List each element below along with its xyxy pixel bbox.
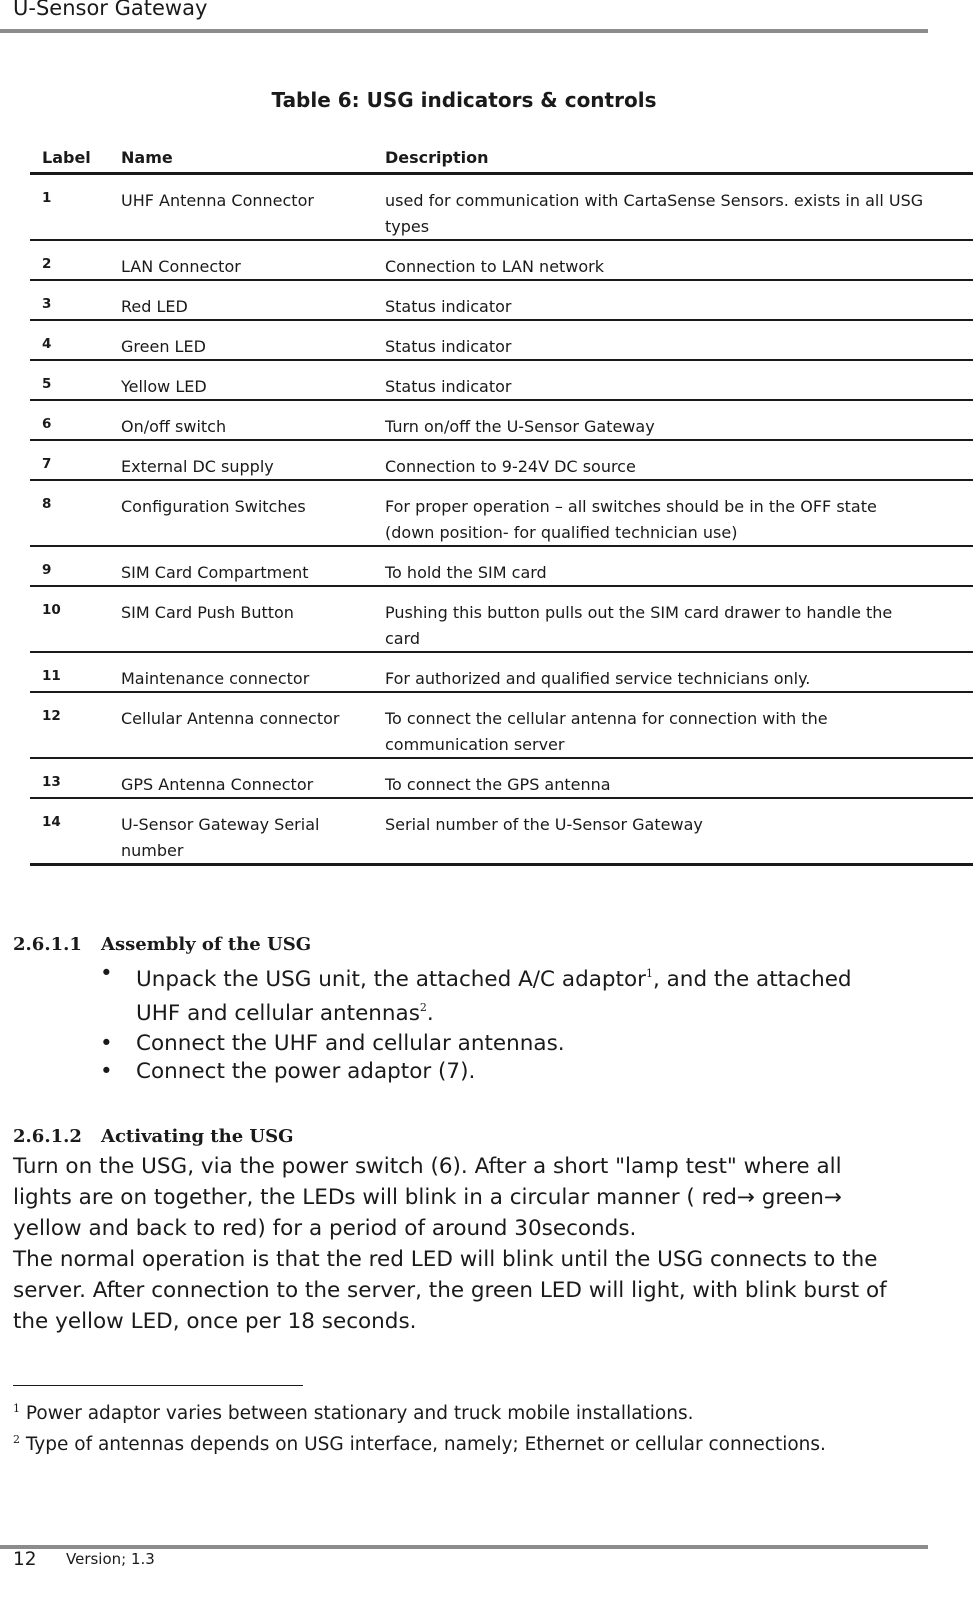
footer-rule	[0, 1545, 928, 1549]
row-name: Yellow LED	[121, 377, 207, 396]
row-description: For authorized and qualified service technicians only.	[385, 669, 811, 688]
row-label: 14	[42, 814, 61, 830]
row-name: External DC supply	[121, 457, 274, 476]
table-row	[30, 401, 973, 441]
footnote-ref: 2	[419, 1001, 427, 1014]
row-label: 2	[42, 256, 52, 272]
row-description: Status indicator	[385, 377, 512, 396]
row-name: U-Sensor Gateway Serial number	[121, 815, 320, 860]
column-header-description: Description	[385, 148, 489, 167]
header-rule	[0, 29, 928, 33]
row-name: GPS Antenna Connector	[121, 775, 314, 794]
list-item	[100, 960, 860, 1028]
page-number: 12	[13, 1549, 37, 1570]
list-item-text: Connect the power adaptor (7).	[136, 1059, 476, 1084]
row-name: Green LED	[121, 337, 206, 356]
section-heading-activating	[13, 1126, 293, 1147]
section-title: Activating the USG	[101, 1126, 294, 1147]
row-description: To connect the cellular antenna for connection with the communication server	[385, 709, 828, 754]
footnote-separator	[13, 1385, 303, 1386]
column-header-label: Label	[42, 148, 91, 167]
row-description: Connection to LAN network	[385, 257, 605, 276]
section-number: 2.6.1.2	[13, 1126, 82, 1147]
assembly-steps-list	[100, 960, 860, 1086]
row-label: 6	[42, 416, 52, 432]
indicators-table	[30, 138, 973, 866]
row-description: Pushing this button pulls out the SIM card drawer to handle the card	[385, 603, 893, 648]
list-item-text: Connect the UHF and cellular antennas.	[136, 1031, 565, 1056]
row-description: Status indicator	[385, 337, 512, 356]
row-description: Turn on/off the U-Sensor Gateway	[385, 417, 655, 436]
row-name: Configuration Switches	[121, 497, 306, 516]
column-header-name: Name	[121, 148, 173, 167]
table-row	[30, 653, 973, 693]
footnote-text: Power adaptor varies between stationary and truck mobile installations.	[25, 1403, 694, 1424]
row-description: used for communication with CartaSense Sensors. exists in all USG types	[385, 191, 924, 236]
footnote-mark: 1	[13, 1402, 20, 1415]
table-row	[30, 547, 973, 587]
row-name: Maintenance connector	[121, 669, 310, 688]
row-label: 8	[42, 496, 52, 512]
row-name: On/off switch	[121, 417, 227, 436]
table-row	[30, 481, 973, 547]
list-item-text: Unpack the USG unit, the attached A/C adaptor	[136, 967, 646, 992]
activating-paragraph-2: The normal operation is that the red LED will blink until the USG connects to the server. After connection to the server, the green LED will light, with blink burst of the yellow LED, once per 18 seconds.	[13, 1247, 887, 1334]
document-header-title: U-Sensor Gateway	[13, 0, 208, 20]
row-label: 5	[42, 376, 52, 392]
section-title: Assembly of the USG	[101, 934, 312, 955]
table-row	[30, 693, 973, 759]
table-row	[30, 175, 973, 241]
version-label: Version; 1.3	[66, 1550, 155, 1568]
row-name: UHF Antenna Connector	[121, 191, 314, 210]
list-item	[100, 1058, 860, 1086]
row-name: SIM Card Compartment	[121, 563, 309, 582]
table-row	[30, 441, 973, 481]
footnote	[13, 1427, 913, 1457]
table-row	[30, 759, 973, 799]
row-description: To hold the SIM card	[385, 563, 547, 582]
table-row	[30, 281, 973, 321]
list-item-text: , and the attached UHF and cellular antennas	[136, 967, 852, 1026]
row-label: 3	[42, 296, 52, 312]
row-description: Status indicator	[385, 297, 512, 316]
footnote-ref: 1	[645, 967, 653, 980]
row-name: LAN Connector	[121, 257, 241, 276]
row-label: 12	[42, 708, 61, 724]
list-item-text: .	[426, 1001, 434, 1026]
row-description: Serial number of the U-Sensor Gateway	[385, 815, 703, 834]
row-label: 13	[42, 774, 61, 790]
table-row	[30, 587, 973, 653]
activating-paragraph-1: Turn on the USG, via the power switch (6). After a short "lamp test" where all lights are on together, the LEDs will blink in a circular manner ( red→ green→ yellow and back to red) for a period of around 30seconds.	[13, 1154, 842, 1241]
footnote-mark: 2	[13, 1433, 20, 1446]
footnote-text: Type of antennas depends on USG interface, namely; Ethernet or cellular connections.	[25, 1434, 826, 1455]
table-row	[30, 321, 973, 361]
row-description: Connection to 9-24V DC source	[385, 457, 636, 476]
row-description: To connect the GPS antenna	[385, 775, 611, 794]
table-header-row	[30, 138, 973, 172]
table-caption: Table 6: USG indicators & controls	[271, 88, 657, 112]
row-label: 4	[42, 336, 52, 352]
row-label: 11	[42, 668, 61, 684]
list-item	[100, 1030, 860, 1058]
row-description: For proper operation – all switches should be in the OFF state (down position- for qualified technician use)	[385, 497, 877, 542]
section-heading-assembly	[13, 934, 311, 955]
table-row	[30, 361, 973, 401]
row-label: 9	[42, 562, 52, 578]
row-name: Cellular Antenna connector	[121, 709, 340, 728]
table-row	[30, 799, 973, 866]
row-name: SIM Card Push Button	[121, 603, 294, 622]
section-number: 2.6.1.1	[13, 934, 82, 955]
row-label: 1	[42, 190, 52, 206]
table-row	[30, 241, 973, 281]
footnote	[13, 1396, 913, 1426]
row-name: Red LED	[121, 297, 188, 316]
row-label: 10	[42, 602, 61, 618]
row-label: 7	[42, 456, 52, 472]
